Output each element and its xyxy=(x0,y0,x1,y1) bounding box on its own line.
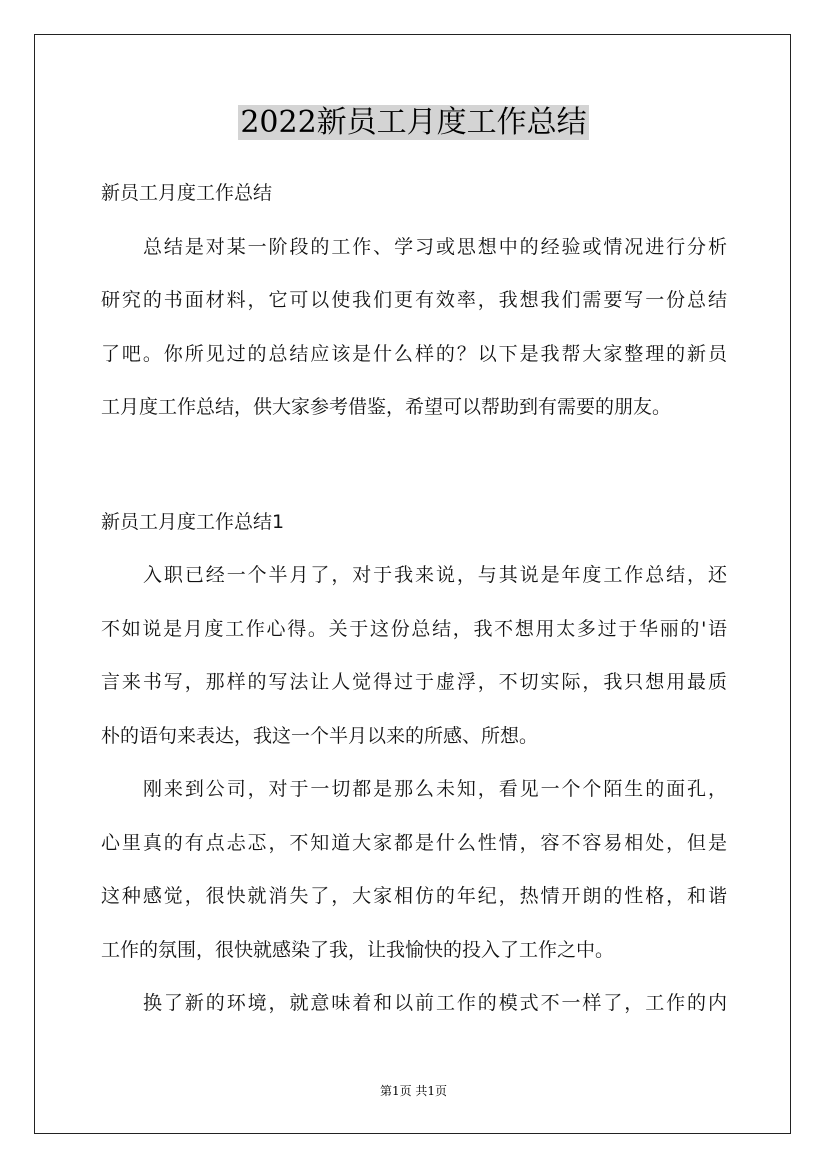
intro-paragraph xyxy=(101,224,727,438)
paragraph-line: 心里真的有点忐忑，不知道大家都是什么性情，容不容易相处，但是 xyxy=(101,831,727,854)
paragraph-line: 刚来到公司，对于一切都是那么未知，看见一个个陌生的面孔， xyxy=(143,778,727,800)
paragraph-3 xyxy=(101,980,727,1034)
paragraph-1 xyxy=(101,552,727,766)
paragraph-line: 不如说是月度工作心得。关于这份总结，我不想用太多过于华丽的'语 xyxy=(101,617,727,640)
paragraph-line: 换了新的环境，就意味着和以前工作的模式不一样了，工作的内 xyxy=(143,992,727,1014)
document-title-text: 2022新员工月度工作总结 xyxy=(240,105,587,140)
paragraph-2 xyxy=(101,766,727,980)
intro-line: 了吧。你所见过的总结应该是什么样的？以下是我帮大家整理的新员 xyxy=(101,342,727,365)
paragraph-line: 言来书写，那样的写法让人觉得过于虚浮，不切实际，我只想用最质 xyxy=(101,671,727,693)
paragraph-line: 这种感觉，很快就消失了，大家相仿的年纪，热情开朗的性格，和谐 xyxy=(101,885,727,907)
page-footer xyxy=(0,1083,827,1099)
intro-heading: 新员工月度工作总结 xyxy=(101,182,273,204)
page-number: 第1页 共1页 xyxy=(379,1084,448,1098)
document-title xyxy=(0,102,827,144)
paragraph-line: 入职已经一个半月了，对于我来说，与其说是年度工作总结，还 xyxy=(143,564,727,586)
paragraph-line: 工作的氛围，很快就感染了我，让我愉快的投入了工作之中。 xyxy=(101,938,615,961)
intro-line: 研究的书面材料，它可以使我们更有效率，我想我们需要写一份总结 xyxy=(101,289,727,311)
paragraph-line: 朴的语句来表达，我这一个半月以来的所感、所想。 xyxy=(101,724,539,747)
section-spacer xyxy=(101,438,727,499)
document-body xyxy=(101,170,727,1034)
intro-line: 工月度工作总结，供大家参考借鉴，希望可以帮助到有需要的朋友。 xyxy=(101,396,672,418)
intro-line: 总结是对某一阶段的工作、学习或思想中的经验或情况进行分析 xyxy=(143,235,727,258)
section1-heading: 新员工月度工作总结1 xyxy=(101,510,285,533)
